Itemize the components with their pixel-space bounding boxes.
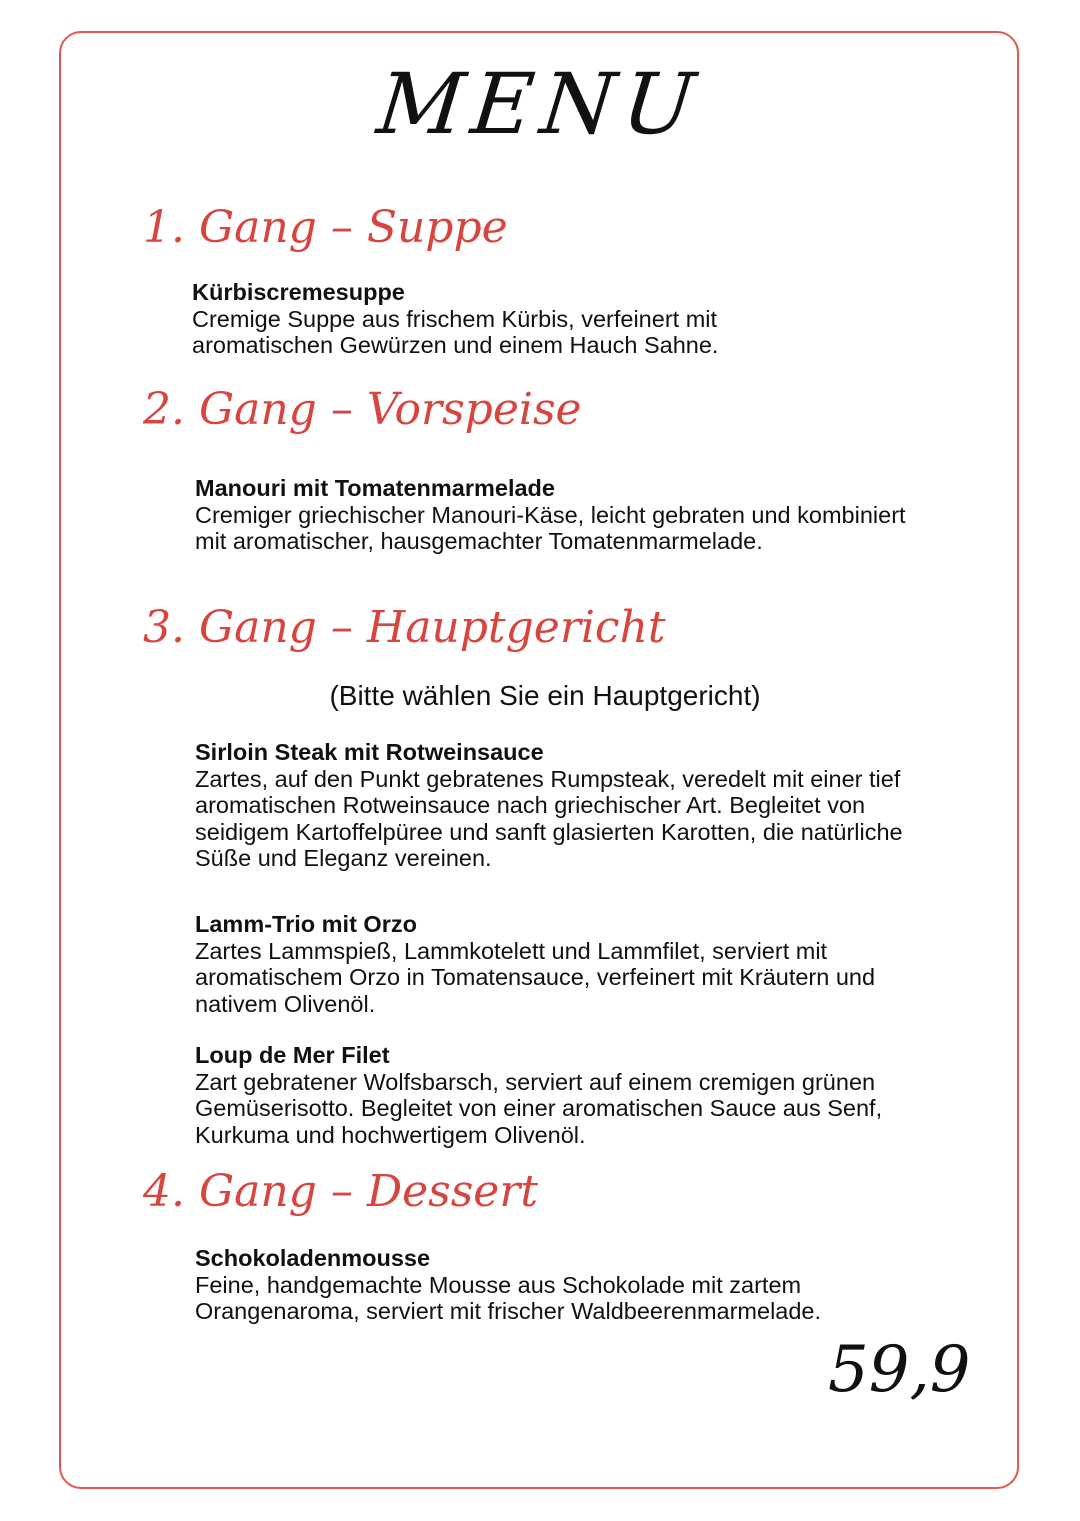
dish-description: Feine, handgemachte Mousse aus Schokolade mit zartem Orangenaroma, serviert mit frischer Waldbeerenmarmelade. bbox=[195, 1271, 822, 1324]
course-heading-4: 4. Gang – Dessert bbox=[143, 1166, 539, 1217]
dish-manouri bbox=[195, 475, 915, 555]
dish-description: Cremige Suppe aus frischem Kürbis, verfeinert mit aromatischen Gewürzen und einem Hauch Sahne. bbox=[192, 305, 719, 358]
dish-description: Cremiger griechischer Manouri-Käse, leicht gebraten und kombiniert mit aromatischer, hausgemachter Tomatenmarmelade. bbox=[195, 501, 906, 554]
dish-name: Lamm-Trio mit Orzo bbox=[195, 911, 417, 937]
dish-loup-de-mer bbox=[195, 1042, 920, 1148]
course-heading-1: 1. Gang – Suppe bbox=[143, 202, 508, 253]
course-heading-3: 3. Gang – Hauptgericht bbox=[143, 602, 666, 653]
dish-schokoladenmousse bbox=[195, 1245, 955, 1325]
dish-name: Sirloin Steak mit Rotweinsauce bbox=[195, 739, 544, 765]
dish-name: Schokoladenmousse bbox=[195, 1245, 431, 1271]
dish-description: Zartes Lammspieß, Lammkotelett und Lammfilet, serviert mit aromatischem Orzo in Tomatensauce, verfeinert mit Kräutern und nativem Olivenöl. bbox=[195, 937, 876, 1017]
dish-kuerbiscremesuppe bbox=[192, 279, 842, 359]
menu-price: 59,9 bbox=[828, 1333, 971, 1407]
dish-lamm-trio bbox=[195, 911, 920, 1017]
dish-name: Loup de Mer Filet bbox=[195, 1042, 390, 1068]
menu-title: MENU bbox=[373, 55, 707, 153]
main-course-note: (Bitte wählen Sie ein Hauptgericht) bbox=[329, 680, 761, 711]
dish-sirloin-steak bbox=[195, 739, 920, 872]
course-heading-2: 2. Gang – Vorspeise bbox=[143, 384, 582, 435]
dish-description: Zart gebratener Wolfsbarsch, serviert auf einem cremigen grünen Gemüserisotto. Begleitet von einer aromatischen Sauce aus Senf, Kurkuma und hochwertigem Olivenöl. bbox=[195, 1068, 883, 1148]
dish-name: Manouri mit Tomatenmarmelade bbox=[195, 475, 555, 501]
dish-description: Zartes, auf den Punkt gebratenes Rumpsteak, veredelt mit einer tief aromatischen Rotweinsauce nach griechischer Art. Begleitet von seidigem Kartoffelpüree und sanft glasierten Karotten, die natürliche Süße und Eleganz vereinen. bbox=[195, 765, 903, 871]
dish-name: Kürbiscremesuppe bbox=[192, 279, 405, 305]
